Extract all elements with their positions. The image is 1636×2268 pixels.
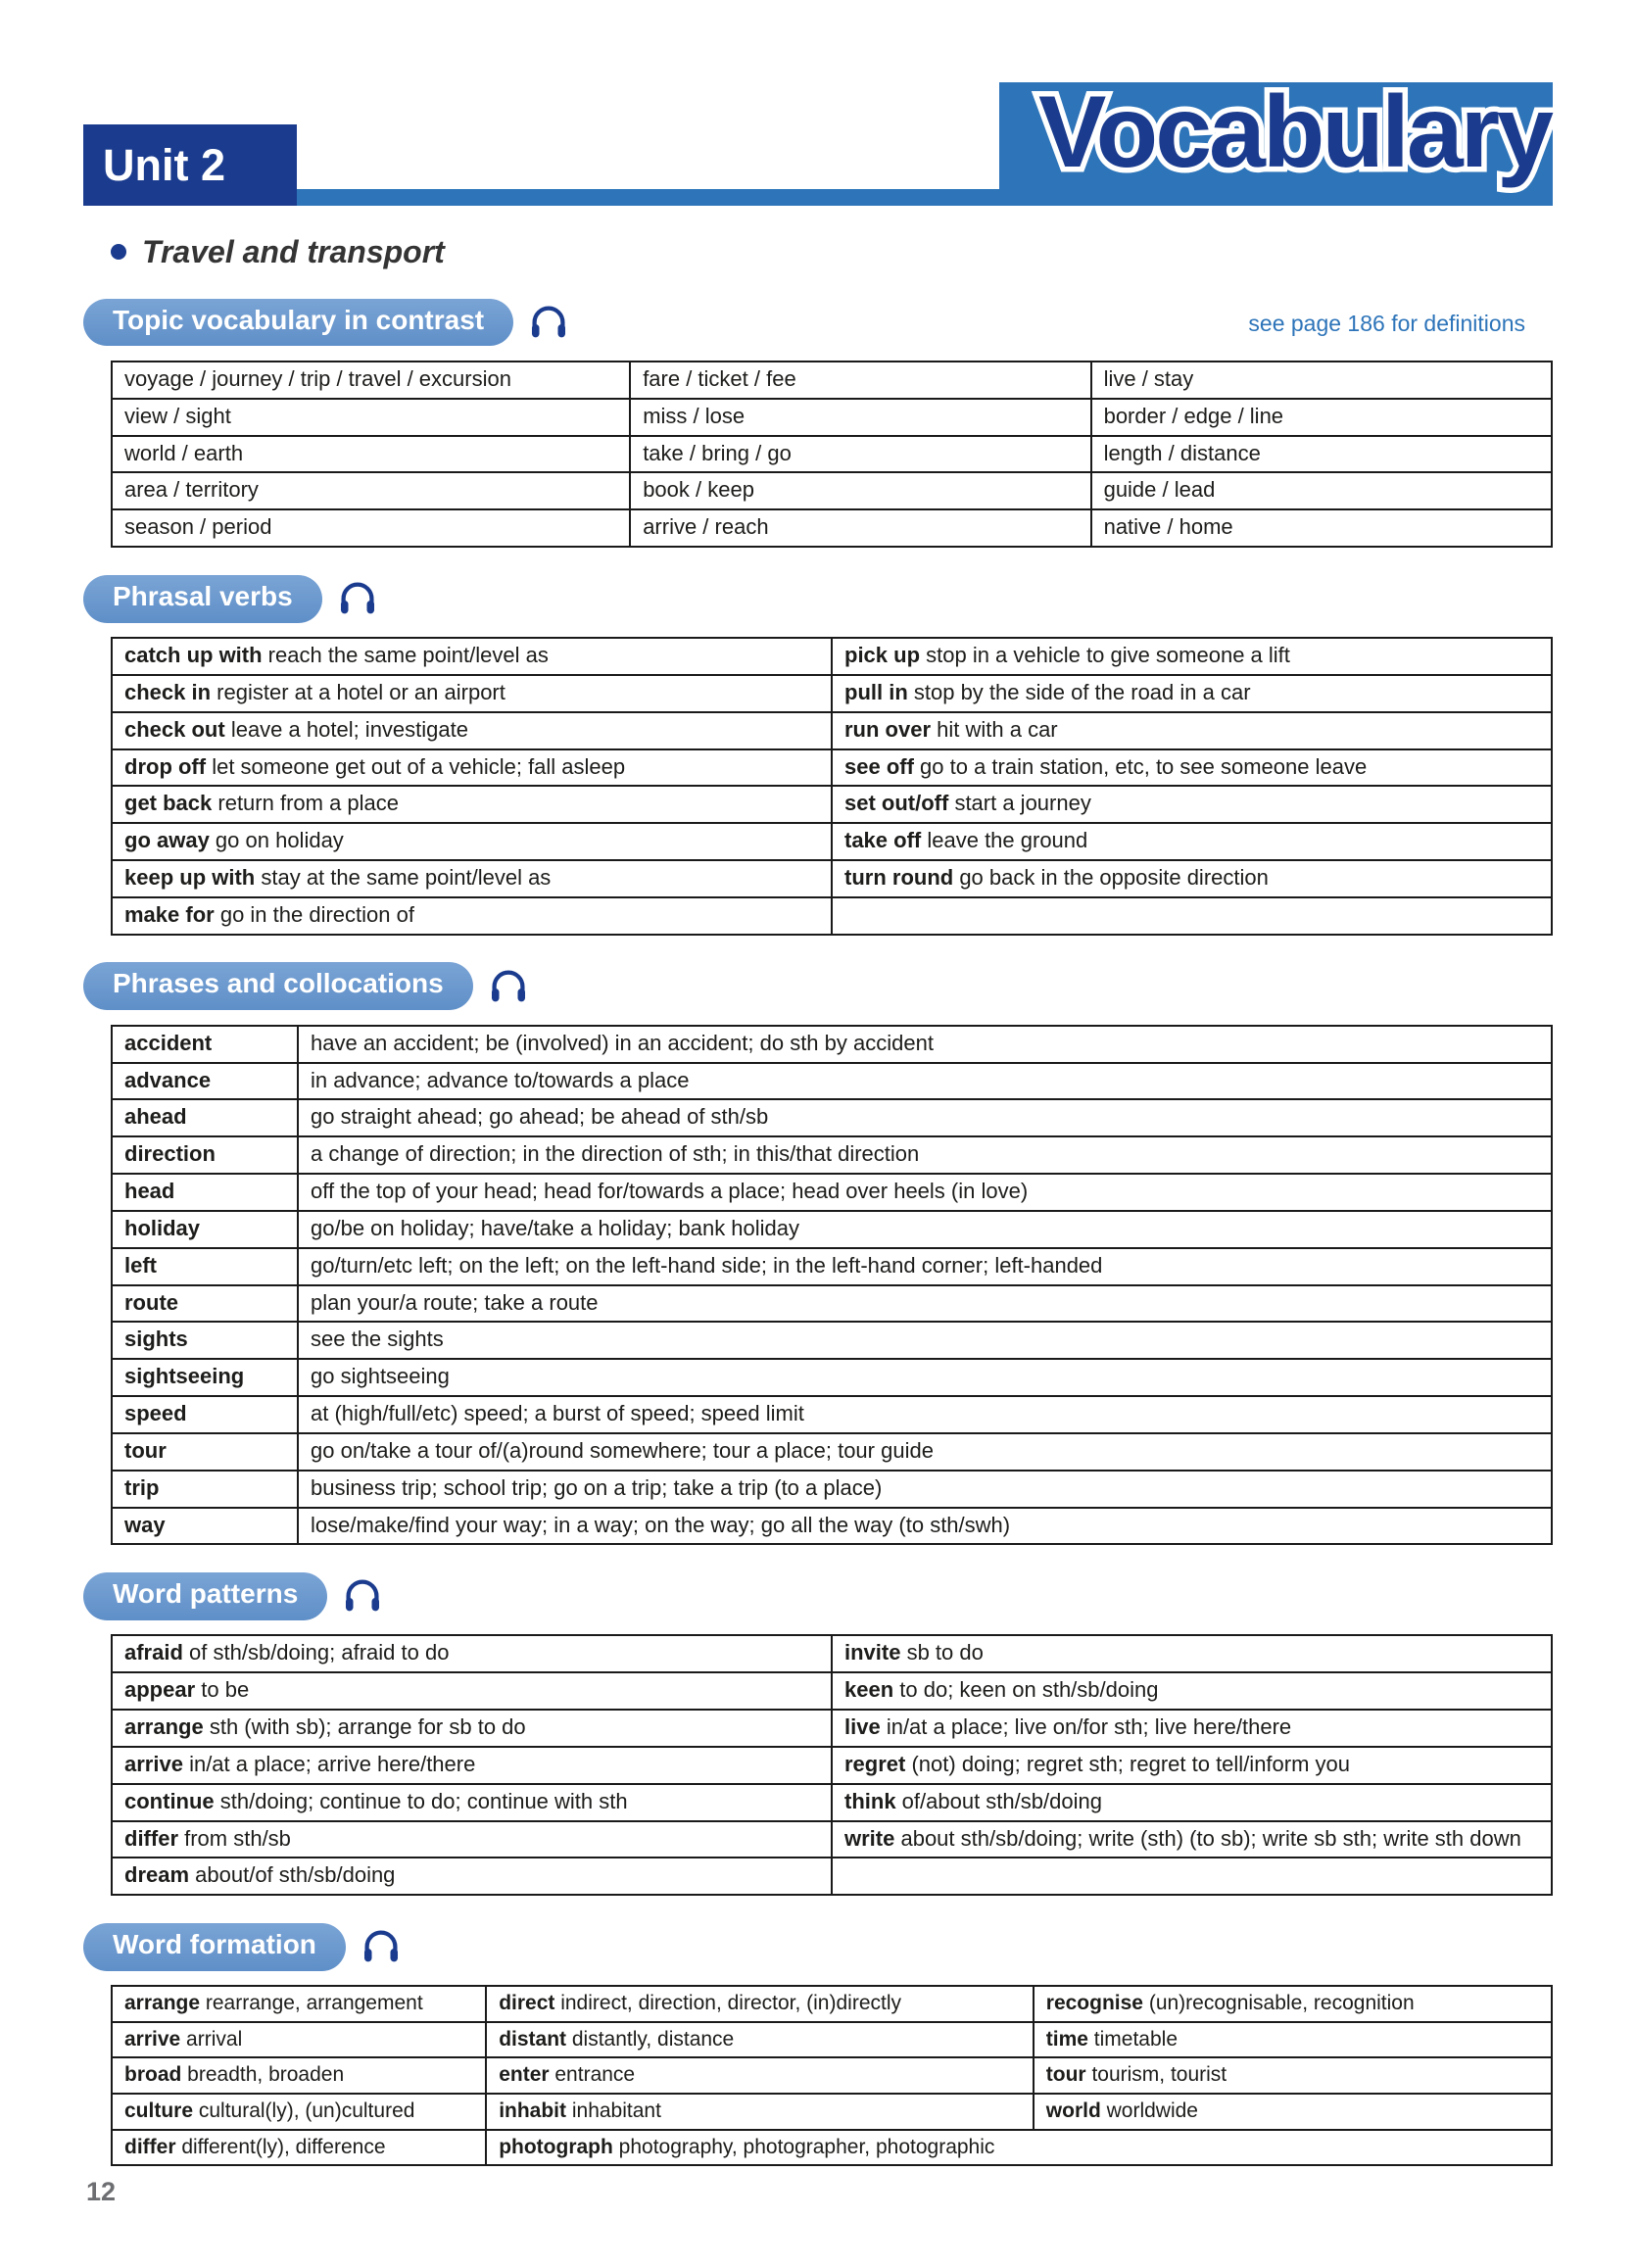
term-cell: speed xyxy=(112,1396,298,1433)
definition-cell: go/be on holiday; have/take a holiday; bank holiday xyxy=(298,1211,1552,1248)
table-row xyxy=(112,1396,1552,1433)
headphones-icon xyxy=(343,1578,382,1614)
table-row xyxy=(112,1635,1552,1672)
term-cell: ahead xyxy=(112,1099,298,1136)
term-cell: left xyxy=(112,1248,298,1285)
section-topic-vocabulary xyxy=(83,299,1553,548)
page-title xyxy=(1000,45,1559,202)
entry-cell: think of/about sth/sb/doing xyxy=(832,1784,1552,1821)
table-row xyxy=(112,823,1552,860)
table-row xyxy=(112,2130,1552,2166)
term: set out/off xyxy=(844,791,949,816)
vocab-cell: miss / lose xyxy=(630,399,1090,436)
term: see off xyxy=(844,753,914,779)
entry-cell: tour tourism, tourist xyxy=(1034,2057,1552,2094)
table-row xyxy=(112,1821,1552,1858)
definition-cell: at (high/full/etc) speed; a burst of speed; speed limit xyxy=(298,1396,1552,1433)
topic-vocabulary-header xyxy=(83,299,1553,346)
table-row xyxy=(112,2094,1552,2130)
entry-cell: check in register at a hotel or an airport xyxy=(112,675,832,712)
term: live xyxy=(844,1714,881,1740)
heading-pill xyxy=(83,575,322,623)
term: arrive xyxy=(124,2027,181,2051)
term: inhabit xyxy=(499,2099,567,2122)
table-row xyxy=(112,1211,1552,1248)
phrasal-verbs-header xyxy=(83,575,1553,622)
vocab-cell: view / sight xyxy=(112,399,630,436)
empty-cell xyxy=(832,897,1552,935)
vocab-cell: length / distance xyxy=(1091,436,1552,473)
term: run over xyxy=(844,716,932,742)
masthead xyxy=(83,0,1553,211)
table-row xyxy=(112,1248,1552,1285)
definition-cell: go straight ahead; go ahead; be ahead of sth/sb xyxy=(298,1099,1552,1136)
definition-cell: in advance; advance to/towards a place xyxy=(298,1063,1552,1100)
definition-cell: go sightseeing xyxy=(298,1359,1552,1396)
entry-cell: pull in stop by the side of the road in a car xyxy=(832,675,1552,712)
vocab-cell: native / home xyxy=(1091,509,1552,547)
table-row xyxy=(112,675,1552,712)
phrasal-verbs-heading: Phrasal verbs xyxy=(113,580,293,611)
table-row xyxy=(112,1986,1552,2022)
unit-badge xyxy=(83,124,297,206)
table-row xyxy=(112,1433,1552,1471)
phrases-collocations-table xyxy=(111,1025,1553,1546)
term: culture xyxy=(124,2099,194,2122)
topic-vocabulary-table xyxy=(111,361,1553,548)
entry-cell: check out leave a hotel; investigate xyxy=(112,712,832,749)
term: distant xyxy=(499,2027,567,2051)
definition-cell: go/turn/etc left; on the left; on the left-hand side; in the left-hand corner; left-handed xyxy=(298,1248,1552,1285)
term: differ xyxy=(124,1825,178,1851)
entry-cell: make for go in the direction of xyxy=(112,897,832,935)
word-patterns-table xyxy=(111,1634,1553,1896)
table-row xyxy=(112,399,1552,436)
term: catch up with xyxy=(124,643,263,668)
definition-cell: business trip; school trip; go on a trip; take a trip (to a place) xyxy=(298,1471,1552,1508)
entry-cell: afraid of sth/sb/doing; afraid to do xyxy=(112,1635,832,1672)
section-title: Travel and transport xyxy=(142,233,445,269)
table-row xyxy=(112,1026,1552,1063)
entry-cell: world worldwide xyxy=(1034,2094,1552,2130)
term: check in xyxy=(124,679,212,704)
term-cell: way xyxy=(112,1508,298,1545)
term: check out xyxy=(124,716,225,742)
section-word-patterns xyxy=(83,1572,1553,1896)
table-row xyxy=(112,1747,1552,1784)
word-formation-table xyxy=(111,1985,1553,2166)
table-row xyxy=(112,1471,1552,1508)
entry-cell: continue sth/doing; continue to do; continue with sth xyxy=(112,1784,832,1821)
term: pull in xyxy=(844,679,908,704)
unit-label: Unit 2 xyxy=(103,139,226,190)
term-cell: accident xyxy=(112,1026,298,1063)
vocab-cell: live / stay xyxy=(1091,362,1552,399)
definition-cell: a change of direction; in the direction of sth; in this/that direction xyxy=(298,1136,1552,1174)
vocab-cell: arrive / reach xyxy=(630,509,1090,547)
entry-cell: arrive arrival xyxy=(112,2022,486,2058)
term: broad xyxy=(124,2063,182,2087)
entry-cell: run over hit with a car xyxy=(832,712,1552,749)
term: continue xyxy=(124,1788,215,1813)
table-row xyxy=(112,472,1552,509)
phrases-collocations-header xyxy=(83,963,1553,1010)
section-heading xyxy=(111,232,1553,271)
term: tour xyxy=(1045,2063,1086,2087)
table-row xyxy=(112,2057,1552,2094)
table-row xyxy=(112,2022,1552,2058)
table-row xyxy=(112,1099,1552,1136)
headphones-icon xyxy=(361,1929,401,1964)
bullet-icon xyxy=(111,244,126,260)
word-formation-heading: Word formation xyxy=(113,1928,316,1959)
section-phrasal-verbs xyxy=(83,575,1553,936)
term: recognise xyxy=(1045,1992,1143,2015)
term-cell: trip xyxy=(112,1471,298,1508)
term: invite xyxy=(844,1640,901,1665)
term-cell: head xyxy=(112,1174,298,1211)
term-cell: advance xyxy=(112,1063,298,1100)
entry-cell: turn round go back in the opposite direction xyxy=(832,860,1552,897)
term-cell: sightseeing xyxy=(112,1359,298,1396)
table-row xyxy=(112,509,1552,547)
entry-cell: enter entrance xyxy=(486,2057,1034,2094)
term: turn round xyxy=(844,865,954,891)
vocab-cell: area / territory xyxy=(112,472,630,509)
term: take off xyxy=(844,828,922,853)
entry-cell: differ from sth/sb xyxy=(112,1821,832,1858)
vocab-cell: voyage / journey / trip / travel / excursion xyxy=(112,362,630,399)
phrasal-verbs-table xyxy=(111,637,1553,936)
term: arrange xyxy=(124,1992,201,2015)
term: world xyxy=(1045,2099,1101,2122)
page-title-text: Vocabulary xyxy=(1038,75,1551,189)
table-row xyxy=(112,1672,1552,1710)
table-row xyxy=(112,1174,1552,1211)
headphones-icon xyxy=(529,305,568,340)
section-phrases-collocations xyxy=(83,963,1553,1546)
table-row xyxy=(112,1136,1552,1174)
section-word-formation xyxy=(83,1923,1553,2166)
table-row xyxy=(112,436,1552,473)
table-row xyxy=(112,1322,1552,1359)
definition-cell: lose/make/find your way; in a way; on the way; go all the way (to sth/swh) xyxy=(298,1508,1552,1545)
term: direct xyxy=(499,1992,555,2015)
entry-cell: get back return from a place xyxy=(112,786,832,823)
term: make for xyxy=(124,901,215,927)
entry-cell: appear to be xyxy=(112,1672,832,1710)
entry-cell: go away go on holiday xyxy=(112,823,832,860)
table-row xyxy=(112,749,1552,787)
entry-cell: dream about/of sth/sb/doing xyxy=(112,1858,832,1895)
term: time xyxy=(1045,2027,1088,2051)
entry-cell: recognise (un)recognisable, recognition xyxy=(1034,1986,1552,2022)
heading-pill xyxy=(83,299,513,347)
definition-cell: have an accident; be (involved) in an accident; do sth by accident xyxy=(298,1026,1552,1063)
entry-cell: time timetable xyxy=(1034,2022,1552,2058)
word-patterns-heading: Word patterns xyxy=(113,1577,299,1609)
term-cell: route xyxy=(112,1285,298,1323)
entry-cell: live in/at a place; live on/for sth; live here/there xyxy=(832,1710,1552,1747)
heading-pill xyxy=(83,1923,346,1971)
vocab-cell: take / bring / go xyxy=(630,436,1090,473)
table-row xyxy=(112,1285,1552,1323)
topic-vocabulary-heading: Topic vocabulary in contrast xyxy=(113,304,485,335)
term: regret xyxy=(844,1751,906,1776)
headphones-icon xyxy=(489,969,528,1004)
table-row xyxy=(112,1359,1552,1396)
definition-cell: plan your/a route; take a route xyxy=(298,1285,1552,1323)
entry-cell: catch up with reach the same point/level as xyxy=(112,638,832,675)
term: keen xyxy=(844,1677,894,1703)
table-row xyxy=(112,362,1552,399)
term-cell: sights xyxy=(112,1322,298,1359)
term: arrive xyxy=(124,1751,183,1776)
term: afraid xyxy=(124,1640,183,1665)
entry-cell: invite sb to do xyxy=(832,1635,1552,1672)
term-cell: direction xyxy=(112,1136,298,1174)
definition-cell: off the top of your head; head for/towards a place; head over heels (in love) xyxy=(298,1174,1552,1211)
term-cell: holiday xyxy=(112,1211,298,1248)
entry-cell: take off leave the ground xyxy=(832,823,1552,860)
term: get back xyxy=(124,791,213,816)
table-row xyxy=(112,1784,1552,1821)
table-row xyxy=(112,1858,1552,1895)
entry-cell: distant distantly, distance xyxy=(486,2022,1034,2058)
heading-pill xyxy=(83,1572,327,1620)
headphones-icon xyxy=(338,581,377,616)
entry-cell: pick up stop in a vehicle to give someone a lift xyxy=(832,638,1552,675)
page-ref-note: see page 186 for definitions xyxy=(1248,311,1525,336)
vocab-cell: world / earth xyxy=(112,436,630,473)
vocab-cell: season / period xyxy=(112,509,630,547)
entry-cell: write about sth/sb/doing; write (sth) (to sb); write sb sth; write sth down xyxy=(832,1821,1552,1858)
vocab-cell: guide / lead xyxy=(1091,472,1552,509)
entry-cell: drop off let someone get out of a vehicle; fall asleep xyxy=(112,749,832,787)
vocab-cell: border / edge / line xyxy=(1091,399,1552,436)
table-row xyxy=(112,860,1552,897)
phrases-collocations-heading: Phrases and collocations xyxy=(113,968,444,999)
term: go away xyxy=(124,828,210,853)
entry-cell: set out/off start a journey xyxy=(832,786,1552,823)
term: differ xyxy=(124,2135,176,2158)
entry-cell: see off go to a train station, etc, to see someone leave xyxy=(832,749,1552,787)
vocab-cell: fare / ticket / fee xyxy=(630,362,1090,399)
term-cell: tour xyxy=(112,1433,298,1471)
entry-cell: arrange sth (with sb); arrange for sb to do xyxy=(112,1710,832,1747)
term: photograph xyxy=(499,2135,613,2158)
entry-cell: arrange rearrange, arrangement xyxy=(112,1986,486,2022)
term: keep up with xyxy=(124,865,256,891)
definition-cell: see the sights xyxy=(298,1322,1552,1359)
entry-cell: regret (not) doing; regret sth; regret to tell/inform you xyxy=(832,1747,1552,1784)
term: drop off xyxy=(124,753,207,779)
heading-pill xyxy=(83,962,473,1010)
term: arrange xyxy=(124,1714,204,1740)
term: dream xyxy=(124,1862,190,1888)
entry-cell: broad breadth, broaden xyxy=(112,2057,486,2094)
word-formation-header xyxy=(83,1923,1553,1970)
table-row xyxy=(112,1710,1552,1747)
table-row xyxy=(112,786,1552,823)
term: appear xyxy=(124,1677,196,1703)
word-patterns-header xyxy=(83,1572,1553,1619)
term: enter xyxy=(499,2063,550,2087)
entry-cell: photograph photography, photographer, photographic xyxy=(486,2130,1552,2166)
entry-cell: inhabit inhabitant xyxy=(486,2094,1034,2130)
entry-cell: keep up with stay at the same point/level as xyxy=(112,860,832,897)
definition-cell: go on/take a tour of/(a)round somewhere; tour a place; tour guide xyxy=(298,1433,1552,1471)
entry-cell: differ different(ly), difference xyxy=(112,2130,486,2166)
entry-cell: direct indirect, direction, director, (in)directly xyxy=(486,1986,1034,2022)
table-row xyxy=(112,1508,1552,1545)
table-row xyxy=(112,897,1552,935)
term: pick up xyxy=(844,643,921,668)
table-row xyxy=(112,1063,1552,1100)
vocab-cell: book / keep xyxy=(630,472,1090,509)
entry-cell: culture cultural(ly), (un)cultured xyxy=(112,2094,486,2130)
entry-cell: keen to do; keen on sth/sb/doing xyxy=(832,1672,1552,1710)
page-number: 12 xyxy=(86,2177,117,2206)
empty-cell xyxy=(832,1858,1552,1895)
term: write xyxy=(844,1825,895,1851)
term: think xyxy=(844,1788,896,1813)
table-row xyxy=(112,638,1552,675)
table-row xyxy=(112,712,1552,749)
entry-cell: arrive in/at a place; arrive here/there xyxy=(112,1747,832,1784)
